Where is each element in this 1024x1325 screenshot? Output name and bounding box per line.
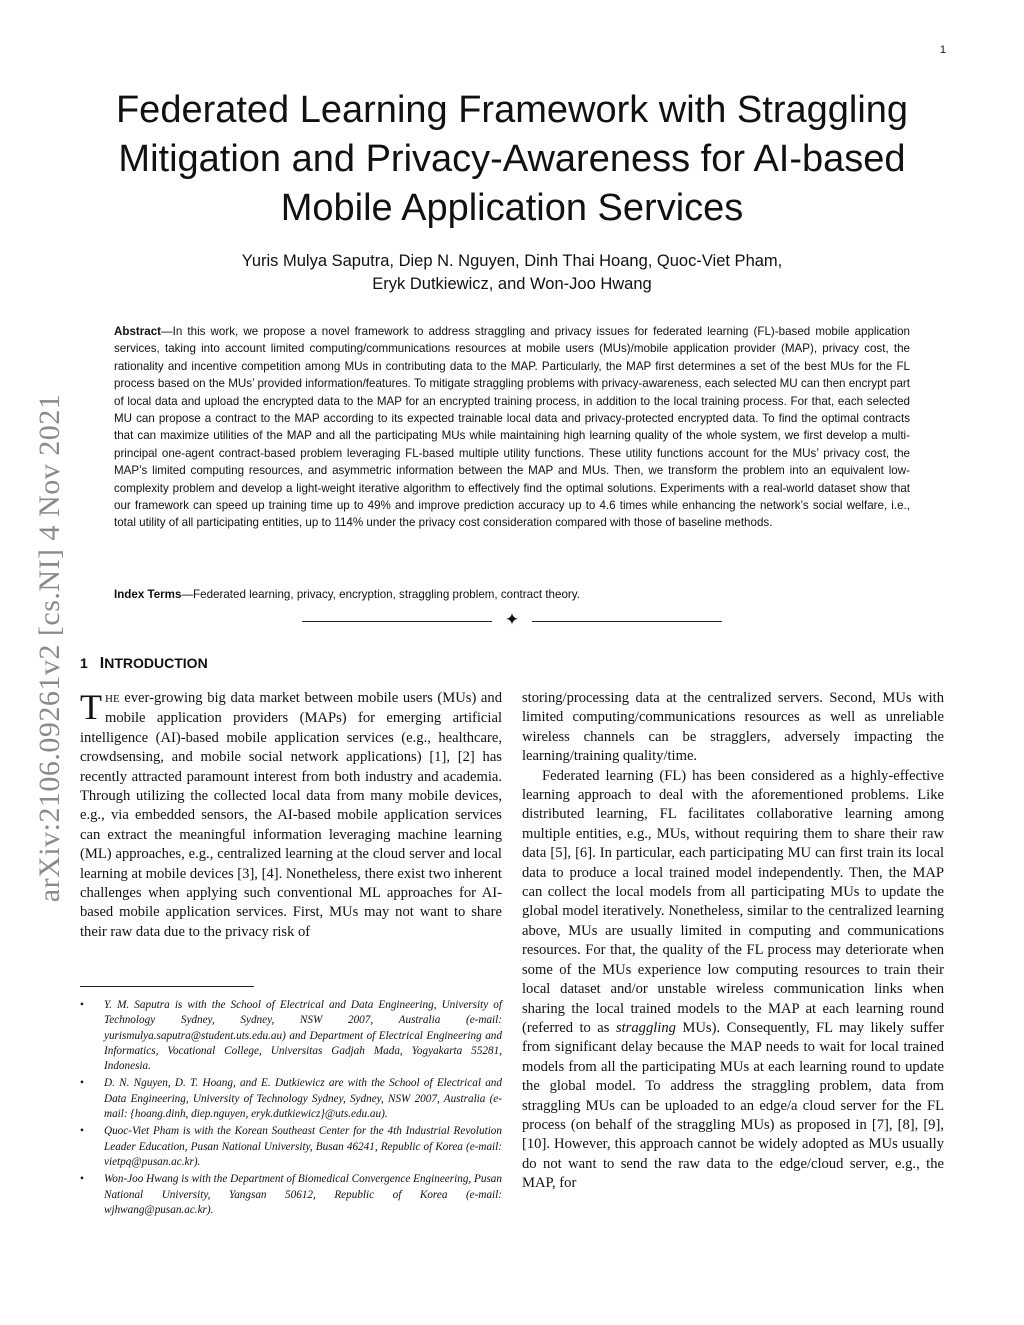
- footnote-list: [80, 998, 502, 1220]
- page-number: 1: [939, 44, 946, 56]
- intro-paragraph-2: storing/processing data at the centralized servers. Second, MUs with limited computing/communications resources as well as unreliable wireless channels can be stragglers, adversely impacting the learning/training quality/time.: [522, 690, 944, 765]
- bullet-icon: •: [80, 999, 84, 1011]
- section-divider: [302, 612, 722, 632]
- author-list: [150, 250, 874, 296]
- index-terms: [114, 586, 910, 603]
- footnote-text: Won-Joo Hwang is with the Department of Biomedical Convergence Engineering, Pusan National University, Yangsan 50612, Republic of Korea (e-mail: wjhwang@pusan.ac.kr).: [104, 1173, 502, 1216]
- paragraph-3-text-after: MUs). Consequently, FL may likely suffer from significant delay because the MAP needs to wait for local trained models from all the participating MUs at each learning round to update the global model. To address the straggling problem, data from straggling MUs can be uploaded to an edge/a cloud server for the FL process (on behalf of the straggling MUs) as proposed in [7], [8], [9], [10]. However, this approach cannot be widely adopted as MUs usually do not want to send the raw data to the edge/cloud server, e.g., the MAP, for: [522, 1019, 945, 1192]
- section-heading-introduction: [80, 655, 208, 673]
- abstract-label: Abstract: [114, 325, 162, 338]
- bullet-icon: •: [80, 1125, 84, 1138]
- abstract-text: —In this work, we propose a novel framework to address straggling and privacy issues for federated learning (FL)-based mobile application services, taking into account limited computing/communications resources at mobile users (MUs)/mobile application provider (MAP), privacy cost, the rationality and incentive competition among MUs in contributing data to the MAP. Particularly, the MAP first determines a set of the best MUs for the FL process based on the MUs’ provided information/features. To mitigate straggling problems with privacy-awareness, each selected MU can then encrypt part of local data and upload the encrypted data to the MAP for an encrypted training process, in addition to the local training process. For that, each selected MU can propose a contract to the MAP according to its expected trainable local data and privacy-protected encrypted data. To find the optimal contracts that can maximize utilities of the MAP and all the participating MUs while maintaining high learning quality of the whole system, we first develop a multi-principal one-agent contract-based problem leveraging FL-based multiple utility functions. These utility functions account for the MUs’ privacy cost, the MAP’s limited computing resources, and asymmetric information between the MAP and MUs. Then, we transform the problem into an equivalent low-complexity problem and develop a light-weight iterative algorithm to effectively find the optimal solutions. Experiments with a real-world dataset show that our framework can speed up training time up to 49% and improve prediction accuracy up to 4.6 times while enhancing the network’s social welfare, i.e., total utility of all participating entities, up to 114% under the privacy cost consideration compared with those of baseline methods.: [114, 325, 910, 530]
- paper-title: Federated Learning Framework with Straggling Mitigation and Privacy-Awareness for AI-based Mobile Application Services: [115, 89, 909, 229]
- footnote-item: [80, 1172, 502, 1218]
- abstract: [114, 323, 910, 532]
- right-column-body: [522, 689, 944, 1194]
- footnote-item: [80, 998, 502, 1074]
- divider-line-right: [532, 621, 722, 622]
- section-title-rest: NTRODUCTION: [104, 655, 208, 671]
- index-terms-label: Index Terms: [114, 588, 182, 601]
- footnote-text: Quoc-Viet Pham is with the Korean Southeast Center for the 4th Industrial Revolution Leader Education, Pusan National University, Busan 46241, Republic of Korea (e-mail: vietpq@pusan.ac.kr).: [104, 1125, 502, 1168]
- bullet-icon: •: [80, 1173, 84, 1186]
- paragraph-3-text-before: Federated learning (FL) has been considered as a highly-effective learning approach to deal with the aforementioned problems. Like distributed learning, FL facilitates collaborative learning among multiple entities, e.g., MUs, without requiring them to share their raw data [5], [6]. In particular, each participating MU can first train its local data to produce a local trained model independently. Then, the MAP can collect the local models from all participating MUs to update the global model iteratively. Nonetheless, similar to the centralized learning above, MUs are usually limited in computing and communications resources. For that, the quality of the FL process may deteriorate when some of the MUs experience low computing resources to train their local dataset and/or unstable wireless communication links when sharing the local trained models to the MAP at each learning round (referred to as: [522, 767, 944, 1036]
- author-line-1: Yuris Mulya Saputra, Diep N. Nguyen, Dinh Thai Hoang, Quoc-Viet Pham,: [241, 252, 783, 270]
- section-number: 1: [80, 655, 88, 671]
- author-line-2: Eryk Dutkiewicz, and Won-Joo Hwang: [372, 275, 652, 293]
- intro-paragraph-3: [522, 767, 944, 1194]
- footnote-item: [80, 1076, 502, 1122]
- divider-line-left: [302, 621, 492, 622]
- footnote-text: D. N. Nguyen, D. T. Hoang, and E. Dutkiewicz are with the School of Electrical and Data Engineering, University of Technology Sydney, Sydney, NSW 2007, Australia (e-mail: {hoang.dinh, diep.nguyen, eryk.dutkiewicz}@uts.edu.au).: [104, 1077, 502, 1121]
- emphasis-straggling: straggling: [615, 1019, 676, 1036]
- drop-cap: T: [80, 687, 102, 727]
- intro-paragraph-1-text: ever-growing big data market between mobile users (MUs) and mobile application providers (MAPs) for emerging artificial intelligence (AI)-based mobile application services (e.g., healthcare, crowdsensing, and mobile social network applications) [1], [2] has recently attracted paramount interest from both industry and academia. Through utilizing the collected local data from many mobile devices, e.g., via embedded sensors, the AI-based mobile application services can extract the meaningful information leveraging machine learning (ML) approaches, e.g., centralized learning at the cloud server and local learning at mobile devices [3], [4]. Nonetheless, there exist two inherent challenges when applying such conventional ML approaches for AI-based mobile application services. First, MUs may not want to share their raw data due to the privacy risk of: [80, 690, 502, 940]
- section-title-initial: I: [99, 655, 105, 672]
- intro-paragraph-1: [80, 689, 502, 942]
- bullet-icon: •: [80, 1077, 84, 1090]
- left-column-body: [80, 689, 502, 942]
- footnote-item: [80, 1124, 502, 1170]
- smallcaps-lead: HE: [105, 693, 120, 705]
- index-terms-text: —Federated learning, privacy, encryption, straggling problem, contract theory.: [181, 588, 580, 601]
- footnote-text: Y. M. Saputra is with the School of Electrical and Data Engineering, University of Technology Sydney, Sydney, NSW 2007, Australia (e-mail: yurismulya.saputra@student.uts.edu.au) and Department of Electrical Engineering and Informatics, Vocational College, Universitas Gadjah Mada, Yogyakarta 55281, Indonesia.: [104, 999, 502, 1073]
- footnote-rule: [80, 986, 254, 987]
- divider-star-icon: ✦: [504, 610, 520, 630]
- arxiv-identifier-stamp: arXiv:2106.09261v2 [cs.NI] 4 Nov 2021: [33, 393, 66, 903]
